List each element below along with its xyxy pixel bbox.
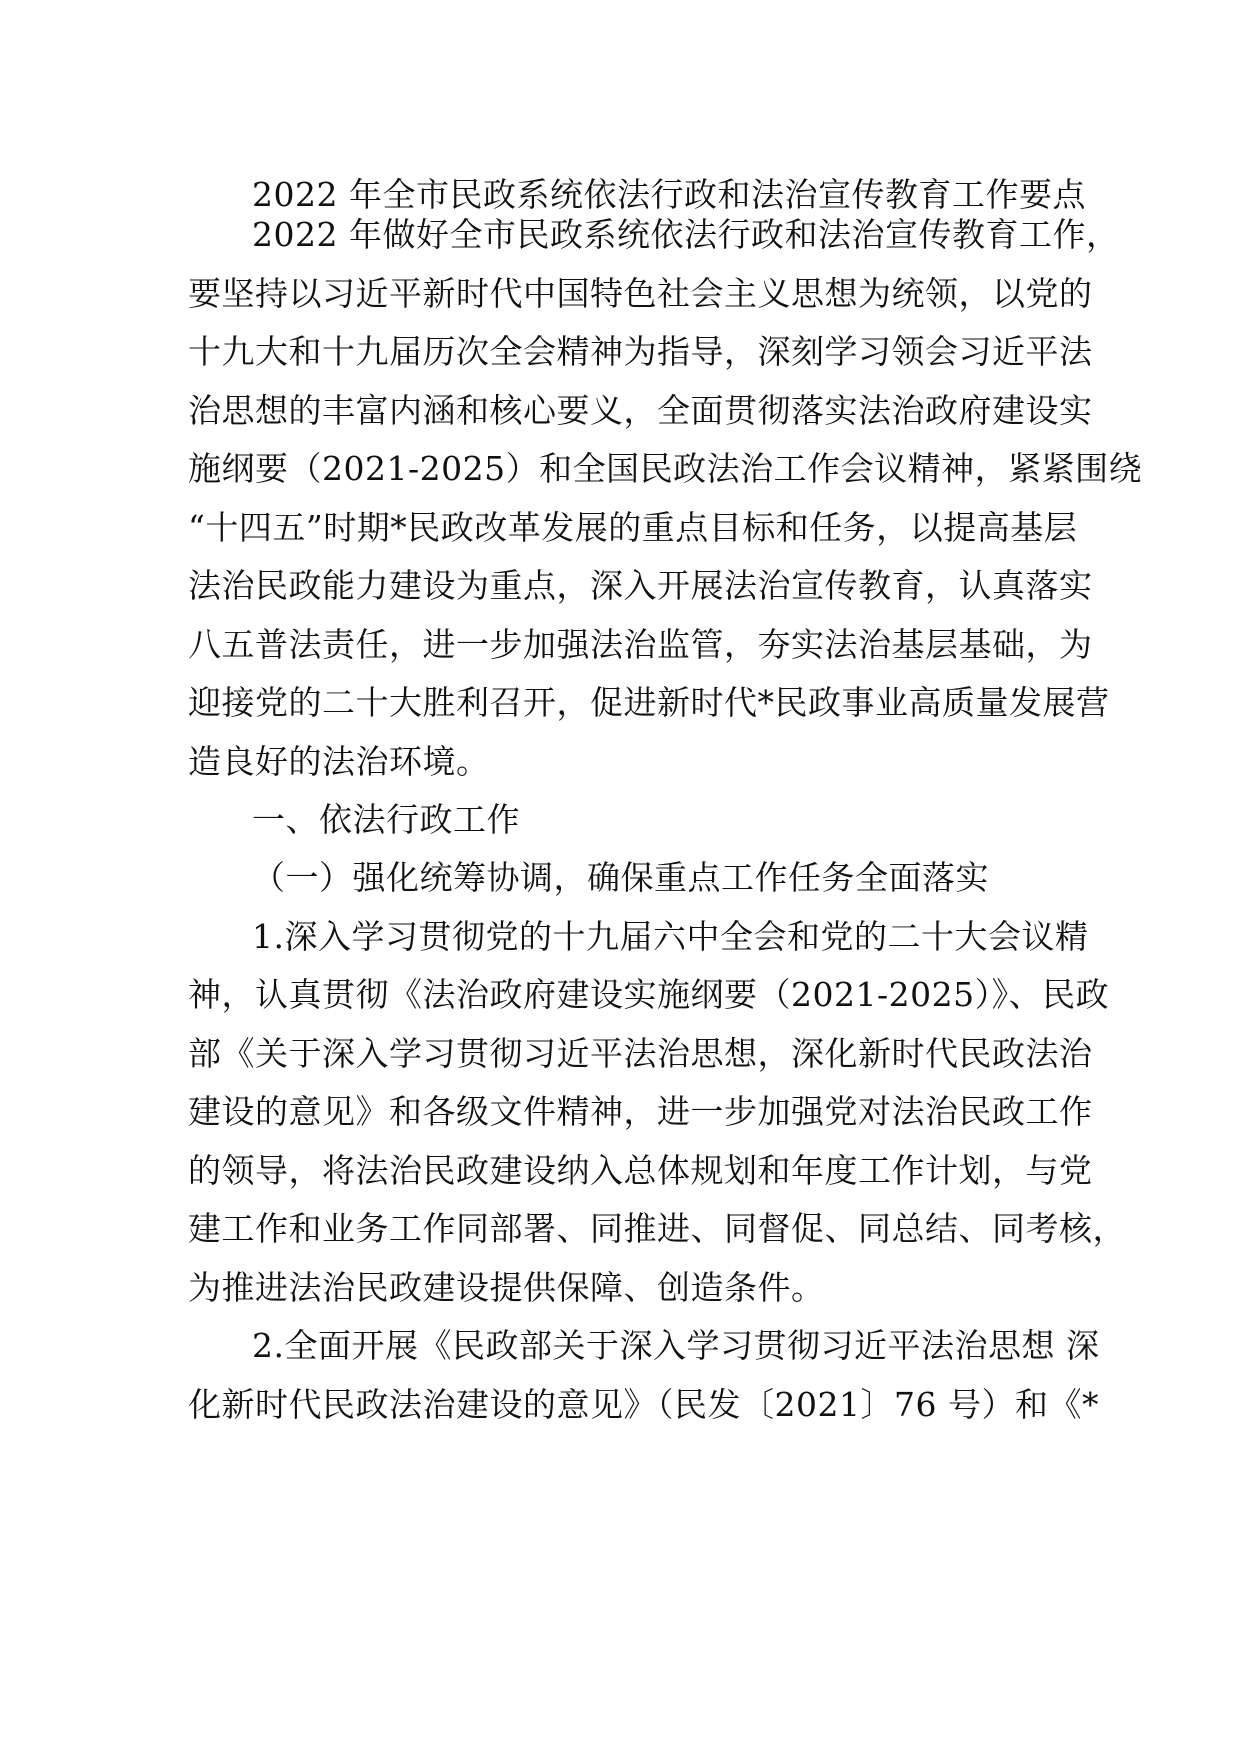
item2-line-2: 化新时代民政法治建设的意见》（民发〔2021〕76 号）和《* [188,1385,1099,1424]
item1-line-1: 1.深入学习贯彻党的十九届六中全会和党的二十大会议精 [252,917,1089,956]
item1-line-5: 的领导，将法治民政建设纳入总体规划和年度工作计划，与党 [188,1151,1093,1190]
item1-line-6: 建工作和业务工作同部署、同推进、同督促、同总结、同考核， [188,1209,1126,1248]
intro-line-6: “十四五”时期*民政改革发展的重点目标和任务，以提高基层 [188,508,1078,547]
section-heading: 一、依法行政工作 [252,800,520,839]
item2-line-1: 2.全面开展《民政部关于深入学习贯彻习近平法治思想 深 [252,1326,1100,1365]
intro-line-9: 迎接党的二十大胜利召开，促进新时代*民政事业高质量发展营 [188,683,1110,722]
intro-line-10: 造良好的法治环境。 [188,742,490,781]
subsection-heading: （一）强化统筹协调，确保重点工作任务全面落实 [252,858,989,897]
intro-line-1: 2022 年做好全市民政系统依法行政和法治宣传教育工作， [252,215,1120,254]
intro-line-4: 治思想的丰富内涵和核心要义，全面贯彻落实法治政府建设实 [188,391,1093,430]
item1-line-2: 神，认真贯彻《法治政府建设实施纲要（2021-2025）》、民政 [188,975,1110,1014]
intro-line-5: 施纲要（2021-2025）和全国民政法治工作会议精神，紧紧围绕 [188,449,1143,488]
intro-line-2: 要坚持以习近平新时代中国特色社会主义思想为统领，以党的 [188,274,1093,313]
document-title: 2022 年全市民政系统依法行政和法治宣传教育工作要点 [252,175,1086,214]
intro-line-7: 法治民政能力建设为重点，深入开展法治宣传教育，认真落实 [188,566,1093,605]
item1-line-3: 部《关于深入学习贯彻习近平法治思想，深化新时代民政法治 [188,1034,1093,1073]
intro-line-3: 十九大和十九届历次全会精神为指导，深刻学习领会习近平法 [188,332,1093,371]
item1-line-7: 为推进法治民政建设提供保障、创造条件。 [188,1268,825,1307]
item1-line-4: 建设的意见》和各级文件精神，进一步加强党对法治民政工作 [188,1092,1093,1131]
intro-line-8: 八五普法责任，进一步加强法治监管，夯实法治基层基础，为 [188,625,1093,664]
